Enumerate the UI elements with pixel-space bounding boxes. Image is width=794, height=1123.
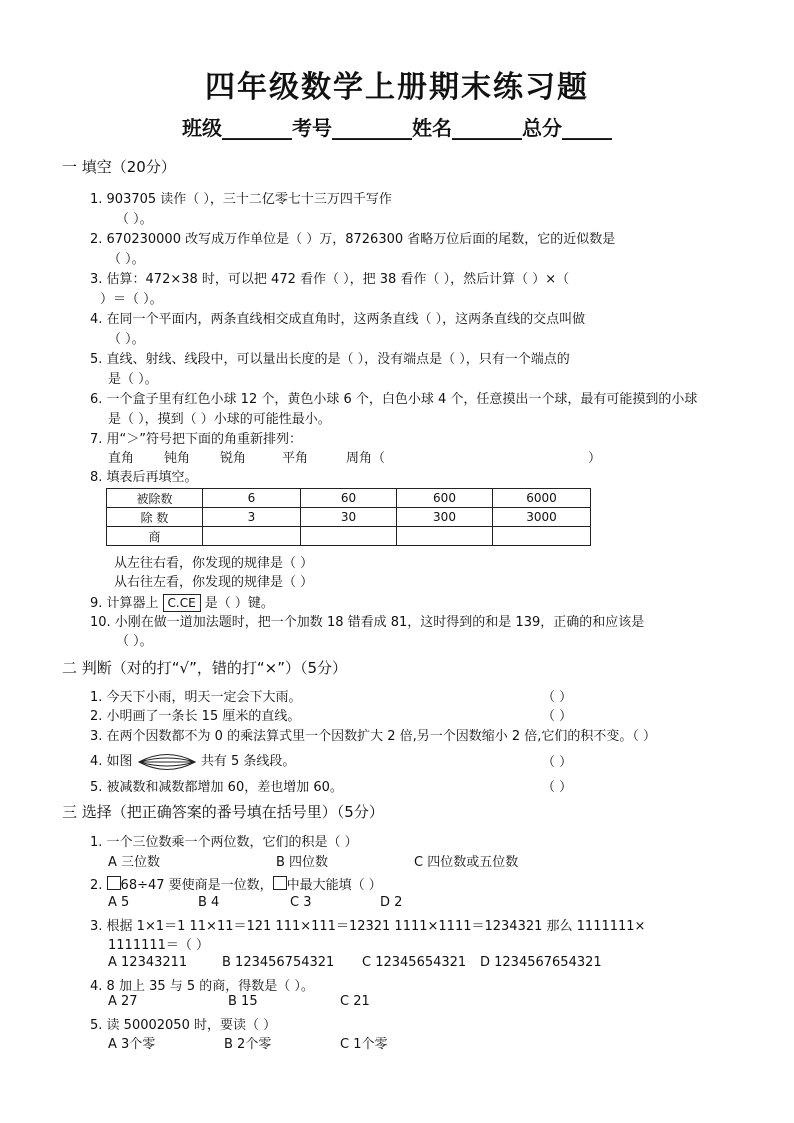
q3-line1: 3. 估算：472×38 时，可以把 472 看作（ ），把 38 看作（ ），然后计算（ ）×（ — [90, 272, 570, 287]
q10-line1: 10. 小刚在做一道加法题时，把一个加数 18 错看成 81，这时得到的和是 139，正确的和应该是 — [90, 615, 645, 630]
table-cell: 300 — [397, 508, 493, 527]
q1-line1: 1. 903705 读作（ ），三十二亿零七十三万四千写作 — [90, 192, 392, 207]
judge-item-4 — [90, 750, 295, 771]
choice-q1-opt-b: B 四位数 — [276, 855, 329, 870]
table-cell — [203, 527, 301, 546]
q6-line1: 6. 一个盒子里有红色小球 12 个，黄色小球 6 个，白色小球 4 个，任意摸出一个球，最有可能摸到的小球 — [90, 392, 698, 407]
section-fill-blank-heading: 一 填空（20分） — [62, 158, 176, 176]
choice-q2-opt-a: A 5 — [108, 895, 130, 910]
q7-angle-4: 周角（ — [346, 451, 386, 466]
choice-q4-opt-a: A 27 — [108, 994, 138, 1009]
q6-line2: 是（ ），摸到（ ）小球的可能性最小。 — [108, 412, 331, 427]
judge-paren-1: （ ） — [542, 690, 573, 705]
choice-q4-opt-c: C 21 — [340, 994, 370, 1009]
choice-q2-mid: 68÷47 要使商是一位数， — [120, 878, 273, 893]
q4-line2: （ ）。 — [108, 332, 145, 347]
q3-line2: ）＝（ ）。 — [100, 292, 163, 307]
table-cell: 除 数 — [107, 508, 203, 527]
choice-q2-opt-b: B 4 — [198, 895, 220, 910]
table-cell — [397, 527, 493, 546]
table-row — [107, 508, 591, 527]
choice-q3-line2: 1111111＝（ ） — [108, 938, 210, 953]
division-table — [106, 488, 591, 546]
table-cell: 600 — [397, 489, 493, 508]
q7-angle-2: 锐角 — [220, 451, 247, 466]
judge-paren-5: （ ） — [542, 780, 573, 795]
judge-item-1: 1. 今天下小雨，明天一定会下大雨。 — [90, 690, 302, 705]
table-cell: 商 — [107, 527, 203, 546]
choice-q3-opt-a: A 12343211 — [108, 955, 188, 970]
choice-q4-opt-b: B 15 — [228, 994, 258, 1009]
choice-q5-opt-c: C 1个零 — [340, 1037, 388, 1052]
table-cell — [301, 527, 397, 546]
q9-line — [90, 592, 274, 612]
q1-line2: （ ）。 — [116, 212, 153, 227]
q7-line1: 7. 用“＞”符号把下面的角重新排列： — [90, 432, 303, 447]
table-cell: 6 — [203, 489, 301, 508]
q7-angle-1: 钝角 — [164, 451, 191, 466]
blank-square — [273, 876, 287, 890]
table-cell: 30 — [301, 508, 397, 527]
choice-q5: 5. 读 50002050 时，要读（ ） — [90, 1018, 277, 1033]
table-row — [107, 489, 591, 508]
q7-close-paren: ） — [588, 451, 602, 466]
q10-line2: （ ）。 — [116, 634, 153, 649]
lens-lines-figure — [137, 753, 197, 771]
choice-q5-opt-a: A 3个零 — [108, 1037, 156, 1052]
judge-item-5: 5. 被减数和减数都增加 60，差也增加 60。 — [90, 780, 343, 795]
table-cell: 3 — [203, 508, 301, 527]
q9-pre: 9. 计算器上 — [90, 596, 159, 611]
table-row — [107, 527, 591, 546]
q8-rule-left: 从左往右看，你发现的规律是（ ） — [114, 556, 314, 571]
q2-line2: （ ）。 — [108, 252, 145, 267]
calculator-key: C.CE — [163, 594, 201, 612]
choice-q2-number: 2. — [90, 878, 107, 893]
page-title: 四年级数学上册期末练习题 — [205, 70, 589, 105]
table-cell: 60 — [301, 489, 397, 508]
section-judge-heading: 二 判断（对的打“√”，错的打“×”）（5分） — [62, 659, 348, 677]
q9-post: 是（ ）键。 — [204, 596, 274, 611]
table-cell: 被除数 — [107, 489, 203, 508]
q8-line: 8. 填表后再填空。 — [90, 470, 198, 485]
choice-q3-opt-d: D 1234567654321 — [480, 955, 602, 970]
judge-paren-2: （ ） — [542, 709, 573, 724]
q4-line1: 4. 在同一个平面内，两条直线相交成直角时，这两条直线（ ），这两条直线的交点叫做 — [90, 312, 586, 327]
q5-line2: 是（ ）。 — [108, 372, 158, 387]
choice-q2-post: 中最大能填（ ） — [286, 878, 382, 893]
judge-item-3: 3. 在两个因数都不为 0 的乘法算式里一个因数扩大 2 倍,另一个因数缩小 2 倍,它们的积不变。（ ） — [90, 729, 657, 744]
choice-q2 — [90, 874, 382, 893]
judge-paren-4: （ ） — [542, 755, 573, 770]
choice-q5-opt-b: B 2个零 — [224, 1037, 272, 1052]
choice-q1-opt-a: A 三位数 — [108, 855, 161, 870]
q8-rule-right: 从右往左看，你发现的规律是（ ） — [114, 575, 314, 590]
choice-q2-opt-c: C 3 — [290, 895, 312, 910]
judge-item-4-pre: 4. 如图 — [90, 754, 133, 769]
q2-line1: 2. 670230000 改写成万作单位是（ ）万，8726300 省略万位后面的尾数，它的近似数是 — [90, 232, 616, 247]
table-cell: 3000 — [493, 508, 591, 527]
choice-q3-line1: 3. 根据 1×1＝1 11×11＝121 111×111＝12321 1111×1111＝1234321 那么 1111111× — [90, 919, 646, 934]
student-info-line: 班级_______考号________姓名_______总分_____ — [182, 116, 612, 140]
judge-item-2: 2. 小明画了一条长 15 厘米的直线。 — [90, 709, 301, 724]
table-cell: 6000 — [493, 489, 591, 508]
blank-square — [107, 876, 121, 890]
judge-item-4-post: 共有 5 条线段。 — [200, 754, 296, 769]
choice-q3-opt-b: B 123456754321 — [222, 955, 335, 970]
choice-q4: 4. 8 加上 35 与 5 的商，得数是（ ）。 — [90, 979, 314, 994]
q7-angle-0: 直角 — [108, 451, 135, 466]
choice-q1-opt-c: C 四位数或五位数 — [414, 855, 519, 870]
choice-q3-opt-c: C 12345654321 — [362, 955, 467, 970]
choice-q2-opt-d: D 2 — [380, 895, 403, 910]
section-choice-heading: 三 选择（把正确答案的番号填在括号里）（5分） — [62, 803, 384, 821]
q5-line1: 5. 直线、射线、线段中，可以量出长度的是（ ），没有端点是（ ），只有一个端点的 — [90, 352, 570, 367]
q7-angle-3: 平角 — [282, 451, 309, 466]
choice-q1: 1. 一个三位数乘一个两位数，它们的积是（ ） — [90, 835, 358, 850]
table-cell — [493, 527, 591, 546]
